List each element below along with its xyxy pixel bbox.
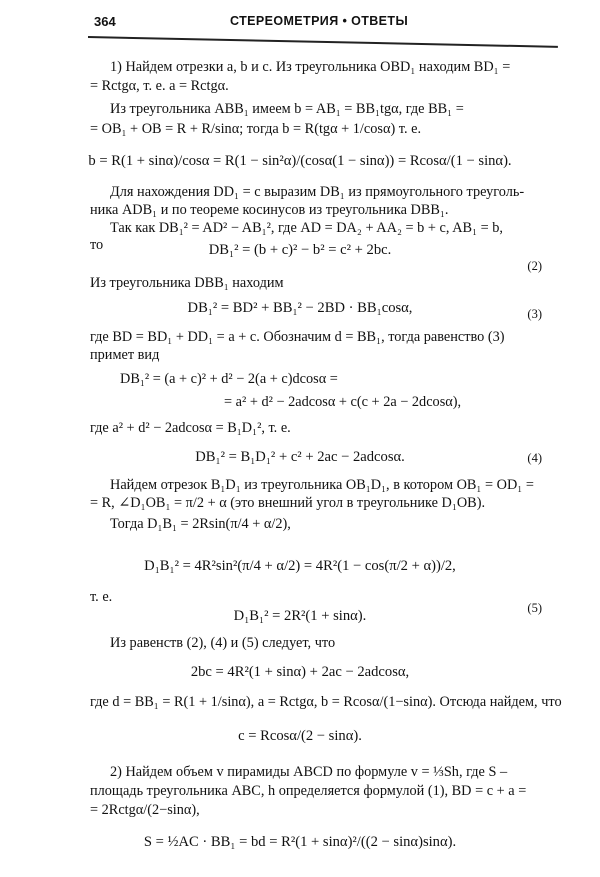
text-line: где a² + d² − 2adcosα = B₁D₁², т. е. bbox=[90, 420, 291, 436]
text-line: = 2Rctgα/(2−sinα), bbox=[90, 802, 200, 818]
text-line: 2) Найдем объем v пирамиды ABCD по формуле v = ⅓Sh, где S – bbox=[110, 764, 508, 780]
text-line: Для нахождения DD₁ = c выразим DB₁ из прямоугольного треуголь- bbox=[110, 184, 525, 200]
page-number: 364 bbox=[94, 14, 116, 29]
text-line: где d = BB₁ = R(1 + 1/sinα), a = Rctgα, b = Rcosα/(1−sinα). Отсюда найдем, что bbox=[90, 694, 562, 710]
equation: b = R(1 + sinα)/cosα = R(1 − sin²α)/(cosα(1 − sinα)) = Rcosα/(1 − sinα). bbox=[88, 153, 512, 169]
text-line: примет вид bbox=[90, 347, 160, 363]
equation: DB₁² = (a + c)² + d² − 2(a + c)dcosα = bbox=[120, 371, 338, 387]
equation-number: (2) bbox=[527, 259, 542, 273]
equation: D₁B₁² = 2R²(1 + sinα). bbox=[233, 608, 367, 624]
text-line: = Rctgα, т. е. a = Rctgα. bbox=[90, 78, 229, 94]
text-line: Тогда D₁B₁ = 2Rsin(π/4 + α/2), bbox=[110, 516, 291, 532]
equation-number: (4) bbox=[527, 451, 542, 465]
equation-number: (3) bbox=[527, 307, 542, 321]
text-line: = OB₁ + OB = R + R/sinα; тогда b = R(tgα + 1/cosα) т. е. bbox=[90, 121, 422, 137]
text-line: 1) Найдем отрезки a, b и c. Из треугольника OBD₁ находим BD₁ = bbox=[110, 59, 511, 75]
text-line: ника ADB₁ и по теореме косинусов из треугольника DBB₁. bbox=[90, 202, 449, 218]
equation-number: (5) bbox=[527, 601, 542, 615]
text-line: где BD = BD₁ + DD₁ = a + c. Обозначим d = BB₁, тогда равенство (3) bbox=[90, 329, 505, 345]
text-line: Найдем отрезок B₁D₁ из треугольника OB₁D₁, в котором OB₁ = OD₁ = bbox=[110, 477, 534, 493]
running-header: СТЕРЕОМЕТРИЯ • ОТВЕТЫ bbox=[230, 14, 409, 28]
text-line: Из треугольника DBB₁ находим bbox=[90, 275, 284, 291]
equation: S = ½AC · BB₁ = bd = R²(1 + sinα)²/((2 − sinα)sinα). bbox=[143, 834, 457, 850]
text-line: Из треугольника ABB₁ имеем b = AB₁ = BB₁tgα, где BB₁ = bbox=[110, 101, 464, 117]
equation: c = Rcosα/(2 − sinα). bbox=[238, 728, 362, 744]
text-line: Так как DB₁² = AD² − AB₁², где AD = DA₂ + AA₂ = b + c, AB₁ = b, bbox=[110, 220, 503, 236]
header-rule bbox=[88, 36, 558, 48]
equation: DB₁² = (b + c)² − b² = c² + 2bc. bbox=[208, 242, 392, 258]
equation: DB₁² = BD² + BB₁² − 2BD · BB₁cosα, bbox=[187, 300, 413, 316]
equation: DB₁² = B₁D₁² + c² + 2ac − 2adcosα. bbox=[195, 449, 405, 465]
text-line: т. е. bbox=[90, 589, 113, 605]
text-line: то bbox=[90, 237, 104, 253]
equation: D₁B₁² = 4R²sin²(π/4 + α/2) = 4R²(1 − cos(π/2 + α))/2, bbox=[144, 558, 456, 574]
text-line: Из равенств (2), (4) и (5) следует, что bbox=[110, 635, 336, 651]
text-line: площадь треугольника ABC, h определяется формулой (1), BD = c + a = bbox=[90, 783, 527, 799]
equation: 2bc = 4R²(1 + sinα) + 2ac − 2adcosα, bbox=[190, 664, 410, 680]
text-line: = R, ∠D₁OB₁ = π/2 + α (это внешний угол в треугольнике D₁OB). bbox=[90, 495, 486, 511]
equation: = a² + d² − 2adcosα + c(c + 2a − 2dcosα), bbox=[224, 394, 462, 410]
